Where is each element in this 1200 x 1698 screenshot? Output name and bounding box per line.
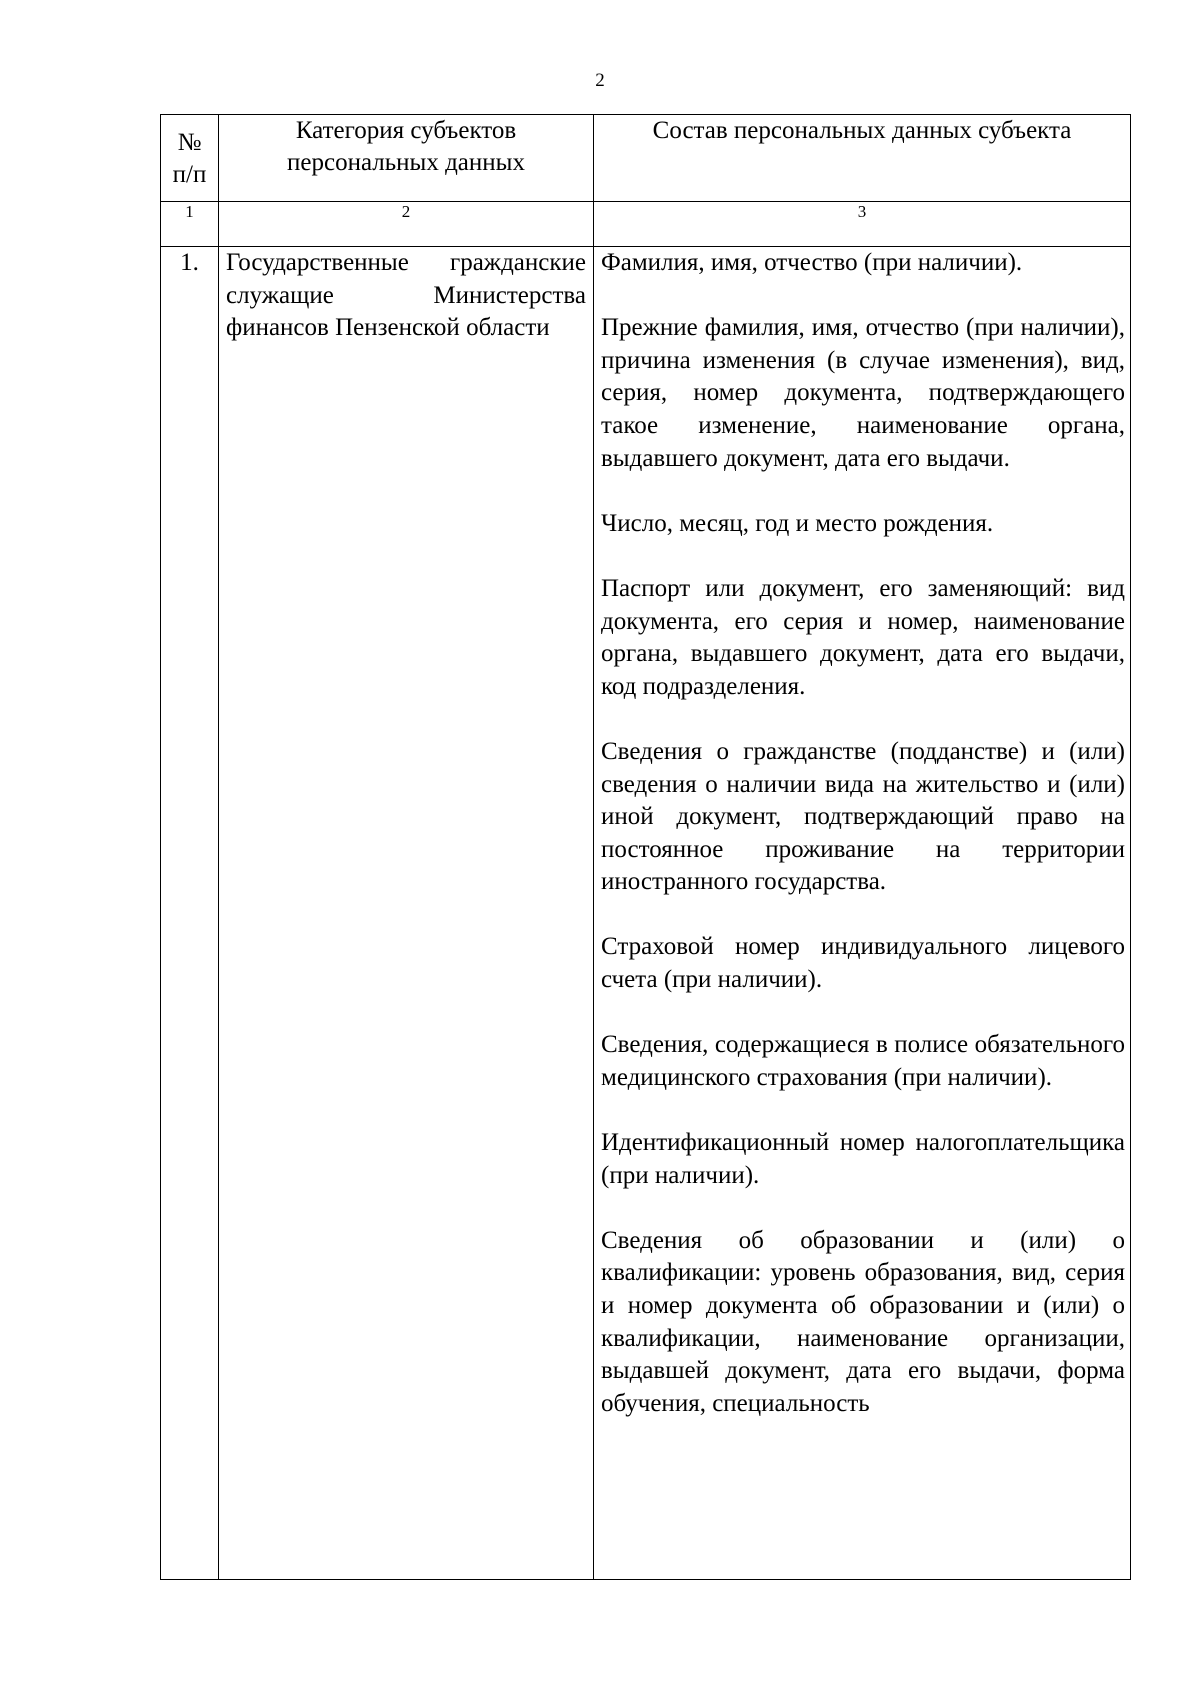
column-number-row (161, 202, 1131, 247)
header-number-line-1: № (177, 129, 202, 156)
column-number-1: 1 (161, 202, 219, 247)
row-category: Государственные гражданские служащие Министерства финансов Пензенской области (219, 247, 594, 1580)
composition-item-birth: Число, месяц, год и место рождения. (601, 509, 994, 537)
composition-item-education: Сведения об образовании и (или) о квалификации: уровень образования, вид, серия и номер документа об образовании и (или) о квалификации, наименование организации, выдавшей документ, дата его выдачи, форма обучения, специальность (601, 1226, 1125, 1417)
composition-item-oms-policy: Сведения, содержащиеся в полисе обязательного медицинского страхования (при наличии). (601, 1031, 1125, 1091)
header-number-line-2: п/п (172, 161, 207, 188)
header-number (161, 115, 219, 202)
column-number-2: 2 (219, 202, 594, 247)
composition-item-full-name: Фамилия, имя, отчество (при наличии). (601, 249, 1023, 276)
composition-item-previous-name: Прежние фамилия, имя, отчество (при наличии), причина изменения (в случае изменения), вид, серия, номер документа, подтверждающего такое изменение, наименование органа, выдавшего документ, дата его выдачи. (601, 314, 1125, 472)
header-composition (594, 115, 1131, 202)
composition-item-inn: Идентификационный номер налогоплательщика (при наличии). (601, 1129, 1125, 1189)
composition-item-passport: Паспорт или документ, его заменяющий: вид документа, его серия и номер, наименование органа, выдавшего документ, дата его выдачи, код подразделения. (601, 574, 1125, 700)
composition-item-citizenship: Сведения о гражданстве (подданстве) и (или) сведения о наличии вида на жительство и (или) иной документ, подтверждающий право на постоянное проживание на территории иностранного государства. (601, 737, 1125, 896)
personal-data-table (160, 114, 1131, 1580)
page-number: 2 (595, 70, 605, 91)
table-header-row (161, 115, 1131, 202)
column-number-3: 3 (594, 202, 1131, 247)
header-category-line-2: персональных данных (287, 149, 525, 176)
header-category-line-1: Категория субъектов (295, 117, 517, 144)
row-number: 1. (161, 247, 219, 1580)
header-composition-text: Состав персональных данных субъекта (652, 117, 1072, 144)
table-row (161, 247, 1131, 1580)
header-category (219, 115, 594, 202)
row-composition (594, 247, 1131, 1580)
composition-item-snils: Страховой номер индивидуального лицевого счета (при наличии). (601, 933, 1125, 994)
